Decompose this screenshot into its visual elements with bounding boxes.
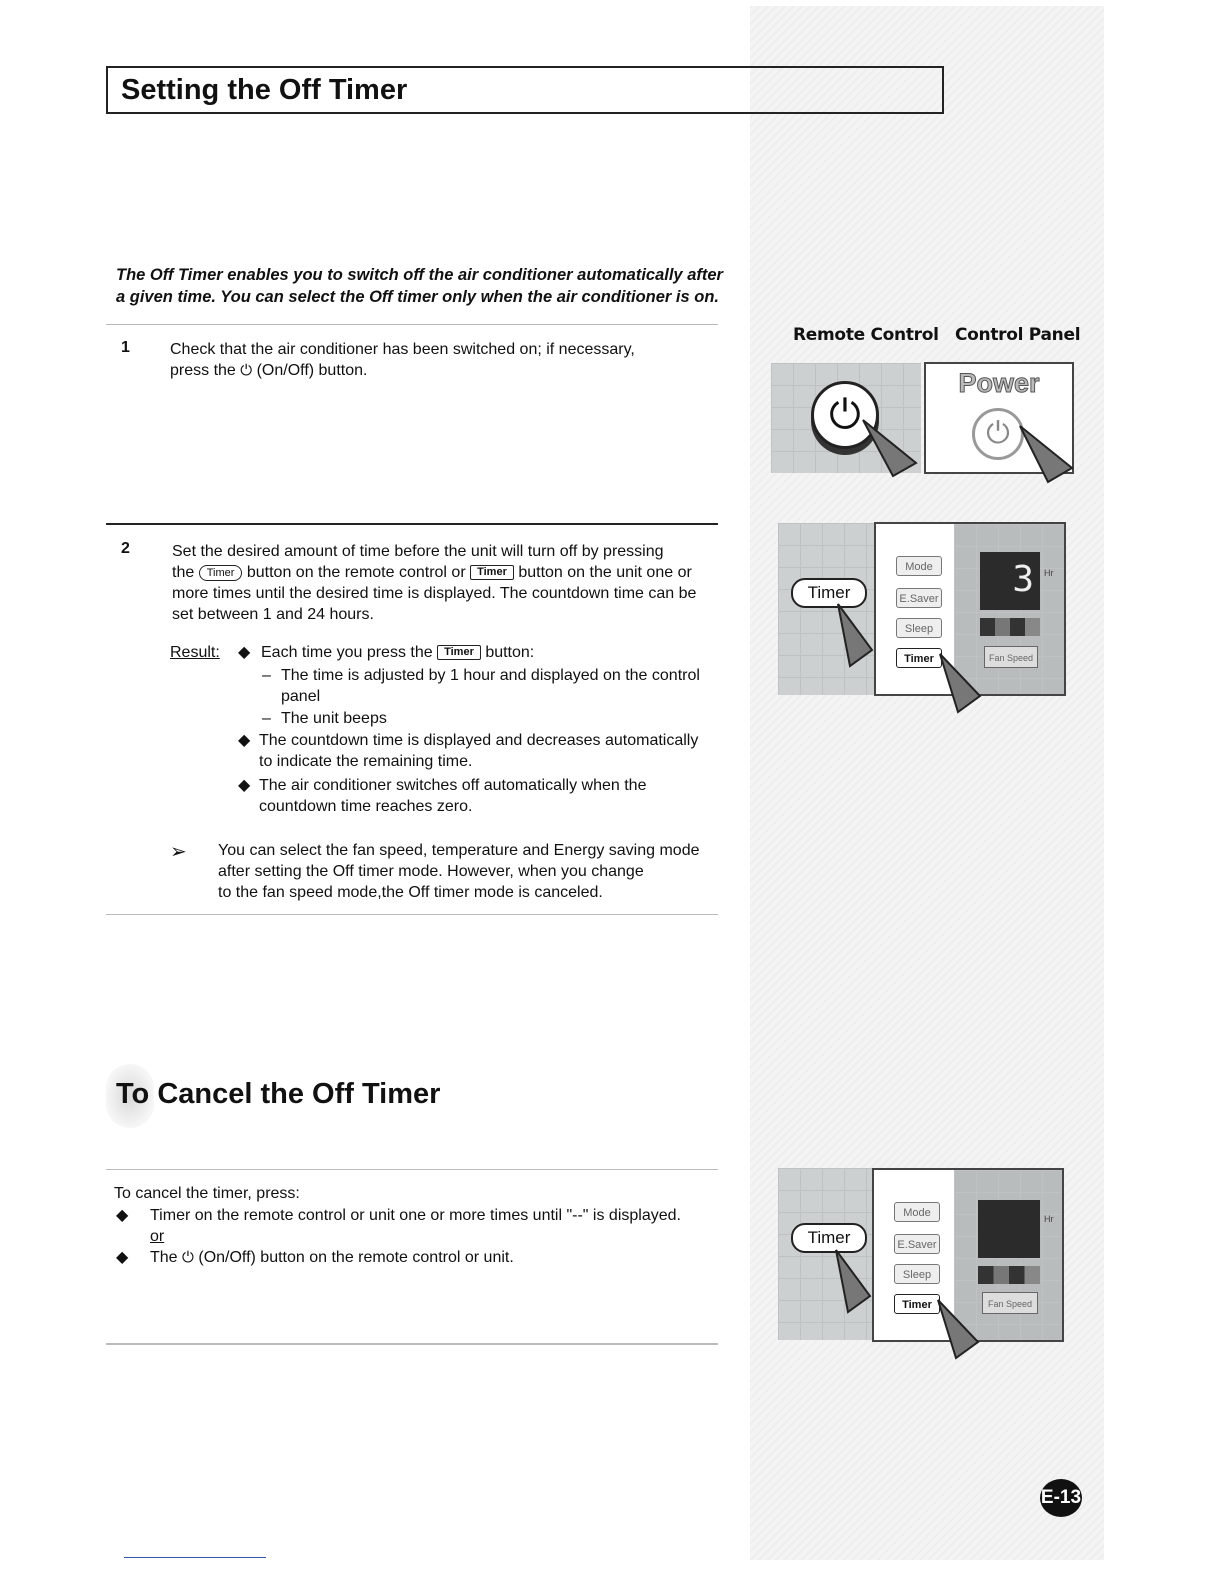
power-icon: ⏻ [972, 408, 1024, 460]
divider [106, 523, 718, 525]
cancel-intro: To cancel the timer, press: [114, 1185, 300, 1202]
power-icon: ⏻ [829, 393, 861, 437]
power-icon: ⏻ [240, 362, 253, 380]
note-text: You can select the fan speed, temperature and Energy saving mode after setting the Off timer mode. However, when you change to the fan speed mode,the Off timer mode is canceled. [218, 842, 700, 901]
hand-pointer-icon [936, 650, 986, 714]
page-number-badge: E-13 [1040, 1479, 1082, 1517]
result-bullet-2: The countdown time is displayed and decreases automatically to indicate the remaining time. [259, 732, 699, 770]
result-label: Result: [170, 644, 220, 661]
fan-speed-button: Fan Speed [982, 1292, 1038, 1314]
bullet-diamond-icon: ◆ [116, 1207, 129, 1224]
bullet-diamond-icon: ◆ [116, 1249, 129, 1266]
esaver-button: E.Saver [894, 1234, 940, 1254]
cancel-title: To Cancel the Off Timer [116, 1078, 441, 1110]
dash-icon: – [262, 667, 271, 684]
hand-pointer-icon [861, 418, 921, 478]
fan-speed-button: Fan Speed [984, 646, 1038, 668]
cancel-bullet-1: Timer on the remote control or unit one or more times until "--" is displayed. [150, 1207, 681, 1224]
mode-button: Mode [896, 556, 942, 576]
intro-text [116, 264, 736, 308]
hand-pointer-icon [832, 600, 878, 670]
cancel-bullet-2: The ⏻ (On/Off) button on the remote control or unit. [150, 1249, 514, 1267]
step-2-line-3: more times until the desired time is displayed. The countdown time can be [172, 585, 697, 602]
remote-power-illustration [771, 363, 921, 473]
divider [106, 1343, 718, 1345]
step-2-line-4: set between 1 and 24 hours. [172, 606, 374, 623]
control-panel-illustration [872, 1168, 1064, 1342]
hand-pointer-icon [1018, 424, 1076, 484]
esaver-button: E.Saver [896, 588, 942, 608]
panel-power-illustration [924, 362, 1074, 474]
timer-display [978, 1200, 1040, 1258]
mode-button: Mode [894, 1202, 940, 1222]
divider [106, 914, 718, 915]
step-2-line-2: the Timer button on the remote control or Timer button on the unit one or [172, 564, 692, 581]
step-2-line-1: Set the desired amount of time before the unit will turn off by pressing [172, 543, 664, 560]
sleep-button: Sleep [894, 1264, 940, 1284]
result-sub-1: The time is adjusted by 1 hour and displayed on the control panel [281, 667, 700, 705]
step-2-text [172, 541, 720, 625]
remote-control-label: Remote Control [793, 325, 939, 345]
bullet-diamond-icon: ◆ [238, 732, 251, 749]
dash-icon: – [262, 710, 271, 727]
result-bullet-1: Each time you press the Timer button: [261, 644, 535, 661]
step-1-number: 1 [121, 339, 130, 356]
cancel-or: or [150, 1228, 165, 1245]
step-1-line-2: press the ⏻ (On/Off) button. [170, 362, 368, 380]
remote-timer-button: Timer [791, 1223, 867, 1253]
control-panel-label: Control Panel [955, 325, 1081, 345]
level-bars [980, 618, 1040, 636]
unit-timer-key-icon: Timer [437, 645, 481, 660]
intro-line-2: a given time. You can select the Off timer only when the air conditioner is on. [116, 288, 719, 306]
divider [106, 1169, 718, 1170]
unit-timer-key-icon: Timer [470, 565, 514, 580]
divider [106, 324, 718, 325]
result-bullet-3: The air conditioner switches off automatically when the countdown time reaches zero. [259, 777, 647, 815]
hr-label: Hr [1044, 1214, 1054, 1224]
power-label: Power [958, 368, 1040, 398]
step-2-number: 2 [121, 540, 130, 557]
timer-display: 3 [980, 552, 1040, 610]
sleep-button: Sleep [896, 618, 942, 638]
bullet-diamond-icon: ◆ [238, 777, 251, 794]
step-1-text [170, 339, 710, 381]
note-arrow-icon: ➢ [170, 841, 187, 863]
page-title: Setting the Off Timer [121, 74, 408, 106]
hr-label: Hr [1044, 568, 1054, 578]
step-1-line-1: Check that the air conditioner has been switched on; if necessary, [170, 341, 635, 358]
intro-line-1: The Off Timer enables you to switch off the air conditioner automatically after [116, 266, 723, 284]
hand-pointer-icon [830, 1246, 876, 1316]
level-bars [978, 1266, 1040, 1284]
power-icon: ⏻ [182, 1249, 194, 1267]
bullet-diamond-icon: ◆ [238, 644, 251, 661]
footer-line [124, 1557, 266, 1558]
control-panel-illustration [874, 522, 1066, 696]
remote-timer-key-icon: Timer [199, 565, 243, 581]
hand-pointer-icon [934, 1296, 984, 1360]
timer-button: Timer [896, 648, 942, 668]
timer-button: Timer [894, 1294, 940, 1314]
remote-timer-button: Timer [791, 578, 867, 608]
result-sub-2: The unit beeps [281, 710, 387, 727]
